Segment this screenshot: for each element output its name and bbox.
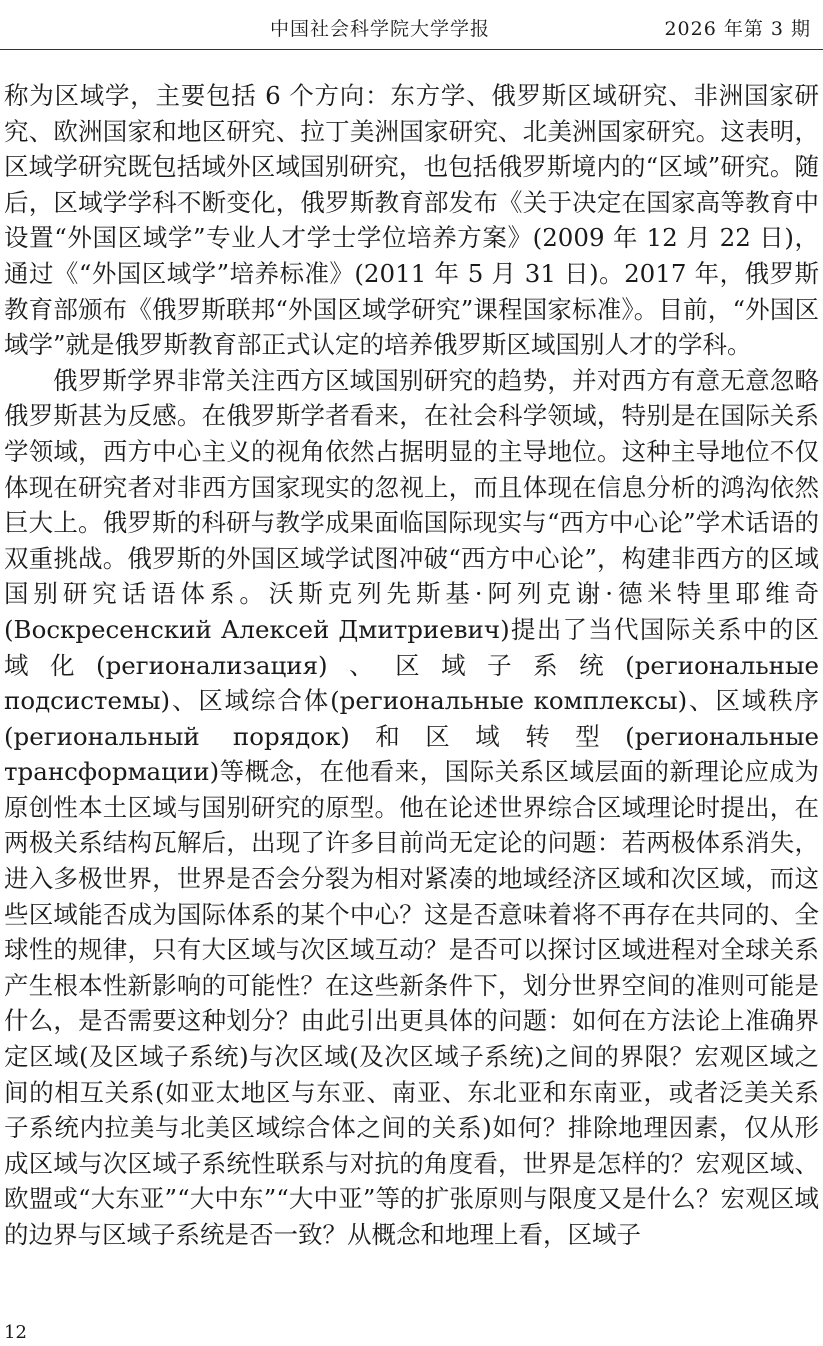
journal-name: 中国社会科学院大学学报 bbox=[270, 18, 491, 40]
running-header bbox=[0, 0, 823, 50]
issue-label: 2026 年第 3 期 bbox=[664, 18, 811, 40]
paragraph-continued: 称为区域学，主要包括 6 个方向：东方学、俄罗斯区域研究、非洲国家研究、欧洲国家和地区研究、拉丁美洲国家研究、北美洲国家研究。这表明，区域学研究既包括域外区域国别研究，也包括俄罗斯境内的“区域”研究。随后，区域学学科不断变化，俄罗斯教育部发布《关于决定在国家高等教育中设置“外国区域学”专业人才学士学位培养方案》(2009 年 12 月 22 日)，通过《“外国区域学”培养标准》(2011 年 5 月 31 日)。2017 年，俄罗斯教育部颁布《俄罗斯联邦“外国区域学研究”课程国家标准》。目前，“外国区域学”就是俄罗斯教育部正式认定的培养俄罗斯区域国别人才的学科。 bbox=[4, 81, 819, 360]
article-body bbox=[4, 78, 819, 1253]
paragraph: 俄罗斯学界非常关注西方区域国别研究的趋势，并对西方有意无意忽略俄罗斯甚为反感。在俄罗斯学者看来，在社会科学领域，特别是在国际关系学领域，西方中心主义的视角依然占据明显的主导地位。这种主导地位不仅体现在研究者对非西方国家现实的忽视上，而且体现在信息分析的鸿沟依然巨大上。俄罗斯的科研与教学成果面临国际现实与“西方中心论”学术话语的双重挑战。俄罗斯的外国区域学试图冲破“西方中心论”，构建非西方的区域国别研究话语体系。沃斯克列先斯基·阿列克谢·德米特里耶维奇(Воскресенский Алексей Дмитриевич)提出了当代国际关系中的区域化(регионализация)、区域子系统(региональные подсистемы)、区域综合体(региональные комплексы)、区域秩序(региональный порядок)和区域转型(региональные трансформации)等概念，在他看来，国际关系区域层面的新理论应成为原创性本土区域与国别研究的原型。他在论述世界综合区域理论时提出，在两极关系结构瓦解后，出现了许多目前尚无定论的问题：若两极体系消失，进入多极世界，世界是否会分裂为相对紧凑的地域经济区域和次区域，而这些区域能否成为国际体系的某个中心？这是否意味着将不再存在共同的、全球性的规律，只有大区域与次区域互动？是否可以探讨区域进程对全球关系产生根本性新影响的可能性？在这些新条件下，划分世界空间的准则可能是什么，是否需要这种划分？由此引出更具体的问题：如何在方法论上准确界定区域(及区域子系统)与次区域(及次区域子系统)之间的界限？宏观区域之间的相互关系(如亚太地区与东亚、南亚、东北亚和东南亚，或者泛美关系子系统内拉美与北美区域综合体之间的关系)如何？排除地理因素，仅从形成区域与次区域子系统性联系与对抗的角度看，世界是怎样的？宏观区域、欧盟或“大东亚”“大中东”“大中亚”等的扩张原则与限度又是什么？宏观区域的边界与区域子系统是否一致？从概念和地理上看，区域子 bbox=[4, 365, 819, 1249]
page-number: 12 bbox=[4, 1322, 27, 1343]
